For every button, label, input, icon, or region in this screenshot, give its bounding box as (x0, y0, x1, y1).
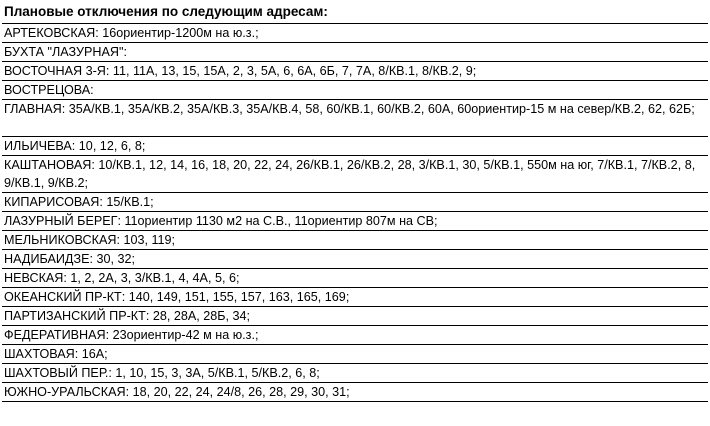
address-row: БУХТА "ЛАЗУРНАЯ": (2, 43, 708, 62)
address-row: КИПАРИСОВАЯ: 15/КВ.1; (2, 193, 708, 212)
address-row: ОКЕАНСКИЙ ПР-КТ: 140, 149, 151, 155, 157, 163, 165, 169; (2, 288, 708, 307)
address-row: ИЛЬИЧЕВА: 10, 12, 6, 8; (2, 137, 708, 156)
address-row: ГЛАВНАЯ: 35А/КВ.1, 35А/КВ.2, 35А/КВ.3, 35А/КВ.4, 58, 60/КВ.1, 60/КВ.2, 60А, 60ориентир-15 м на север/КВ.2, 62, 62Б; (2, 100, 708, 137)
address-row: ФЕДЕРАТИВНАЯ: 23ориентир-42 м на ю.з.; (2, 326, 708, 345)
address-row: АРТЕКОВСКАЯ: 16ориентир-1200м на ю.з.; (2, 24, 708, 43)
outage-sheet (2, 2, 708, 402)
sheet-header: Плановые отключения по следующим адресам: (4, 4, 328, 19)
address-row: НЕВСКАЯ: 1, 2, 2А, 3, 3/КВ.1, 4, 4А, 5, 6; (2, 269, 708, 288)
address-row: КАШТАНОВАЯ: 10/КВ.1, 12, 14, 16, 18, 20, 22, 24, 26/КВ.1, 26/КВ.2, 28, 3/КВ.1, 30, 5/КВ.1, 550м на юг, 7/КВ.1, 7/КВ.2, 8, 9/КВ.1, 9/КВ.2; (2, 156, 708, 193)
address-row: МЕЛЬНИКОВСКАЯ: 103, 119; (2, 231, 708, 250)
address-row: ПАРТИЗАНСКИЙ ПР-КТ: 28, 28А, 28Б, 34; (2, 307, 708, 326)
address-row: ЛАЗУРНЫЙ БЕРЕГ: 11ориентир 1130 м2 на С.В., 11ориентир 807м на СВ; (2, 212, 708, 231)
address-row: ВОСТОЧНАЯ 3-Я: 11, 11А, 13, 15, 15А, 2, 3, 5А, 6, 6А, 6Б, 7, 7А, 8/КВ.1, 8/КВ.2, 9; (2, 62, 708, 81)
address-row: ШАХТОВАЯ: 16А; (2, 345, 708, 364)
address-row: НАДИБАИДЗЕ: 30, 32; (2, 250, 708, 269)
address-row: ШАХТОВЫЙ ПЕР.: 1, 10, 15, 3, 3А, 5/КВ.1, 5/КВ.2, 6, 8; (2, 364, 708, 383)
address-list (2, 23, 708, 402)
address-row: ЮЖНО-УРАЛЬСКАЯ: 18, 20, 22, 24, 24/8, 26, 28, 29, 30, 31; (2, 383, 708, 402)
address-row: ВОСТРЕЦОВА: (2, 81, 708, 100)
